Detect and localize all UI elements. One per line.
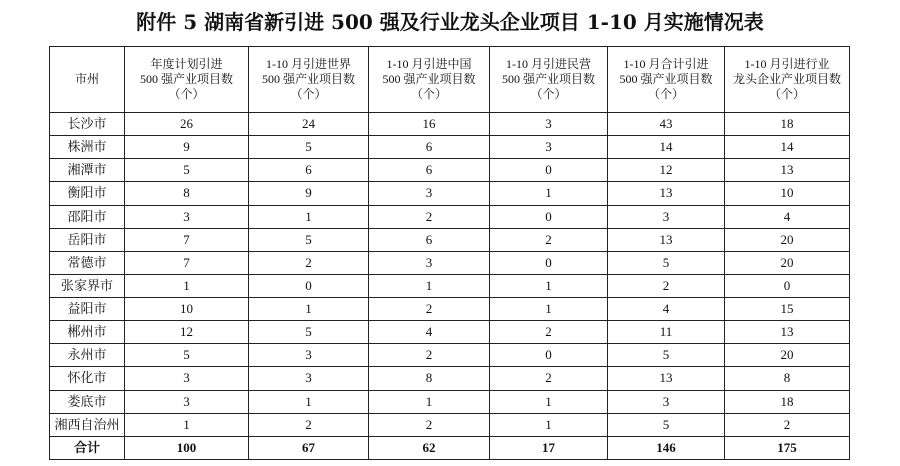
data-table <box>49 46 850 460</box>
value-cell: 62 <box>369 436 490 459</box>
value-cell: 7 <box>125 251 249 274</box>
header-line: （个） <box>768 87 805 101</box>
city-cell: 怀化市 <box>50 367 125 390</box>
table-row <box>50 251 850 274</box>
city-cell: 娄底市 <box>50 390 125 413</box>
value-cell: 13 <box>725 159 850 182</box>
value-cell: 2 <box>249 413 369 436</box>
value-cell: 13 <box>608 228 725 251</box>
header-cell <box>249 47 369 113</box>
value-cell: 12 <box>125 321 249 344</box>
value-cell: 5 <box>608 413 725 436</box>
value-cell: 6 <box>369 159 490 182</box>
value-cell: 6 <box>369 228 490 251</box>
value-cell: 5 <box>125 344 249 367</box>
city-cell: 合计 <box>50 436 125 459</box>
header-line: 1-10 月引进世界 <box>266 57 351 71</box>
table-row <box>50 159 850 182</box>
value-cell: 6 <box>369 136 490 159</box>
value-cell: 13 <box>608 182 725 205</box>
value-cell: 2 <box>369 344 490 367</box>
value-cell: 3 <box>608 205 725 228</box>
city-cell: 湘西自治州 <box>50 413 125 436</box>
table-row <box>50 136 850 159</box>
table-row <box>50 321 850 344</box>
header-line: （个） <box>530 87 567 101</box>
header-line: 年度计划引进 <box>150 57 223 71</box>
value-cell: 1 <box>249 205 369 228</box>
value-cell: 6 <box>249 159 369 182</box>
value-cell: 100 <box>125 436 249 459</box>
value-cell: 2 <box>369 413 490 436</box>
table-row <box>50 390 850 413</box>
header-line: （个） <box>410 87 447 101</box>
header-cell <box>725 47 850 113</box>
table-row <box>50 413 850 436</box>
value-cell: 3 <box>125 390 249 413</box>
value-cell: 1 <box>490 274 608 297</box>
header-line: 500 强产业项目数 <box>501 72 595 86</box>
header-cell <box>369 47 490 113</box>
value-cell: 3 <box>490 136 608 159</box>
header-line: （个） <box>168 87 205 101</box>
value-cell: 5 <box>249 321 369 344</box>
value-cell: 1 <box>490 413 608 436</box>
value-cell: 4 <box>608 298 725 321</box>
value-cell: 20 <box>725 228 850 251</box>
table-row <box>50 113 850 136</box>
header-line: 500 强产业项目数 <box>619 72 713 86</box>
table-row <box>50 274 850 297</box>
value-cell: 2 <box>490 321 608 344</box>
value-cell: 5 <box>608 251 725 274</box>
value-cell: 67 <box>249 436 369 459</box>
header-line: 500 强产业项目数 <box>139 72 233 86</box>
value-cell: 0 <box>249 274 369 297</box>
value-cell: 18 <box>725 113 850 136</box>
value-cell: 8 <box>125 182 249 205</box>
city-cell: 湘潭市 <box>50 159 125 182</box>
value-cell: 175 <box>725 436 850 459</box>
value-cell: 43 <box>608 113 725 136</box>
city-cell: 衡阳市 <box>50 182 125 205</box>
value-cell: 13 <box>725 321 850 344</box>
city-cell: 株洲市 <box>50 136 125 159</box>
value-cell: 26 <box>125 113 249 136</box>
value-cell: 5 <box>249 228 369 251</box>
document-title: 附件 5 湖南省新引进 500 强及行业龙头企业项目 1-10 月实施情况表 <box>136 10 764 34</box>
value-cell: 16 <box>369 113 490 136</box>
value-cell: 1 <box>490 298 608 321</box>
value-cell: 2 <box>490 367 608 390</box>
value-cell: 3 <box>608 390 725 413</box>
value-cell: 2 <box>369 298 490 321</box>
value-cell: 0 <box>490 159 608 182</box>
header-cell <box>50 47 125 113</box>
value-cell: 146 <box>608 436 725 459</box>
value-cell: 9 <box>125 136 249 159</box>
header-cell <box>490 47 608 113</box>
value-cell: 8 <box>725 367 850 390</box>
value-cell: 0 <box>725 274 850 297</box>
table-row <box>50 344 850 367</box>
value-cell: 3 <box>490 113 608 136</box>
value-cell: 11 <box>608 321 725 344</box>
value-cell: 5 <box>249 136 369 159</box>
value-cell: 3 <box>249 367 369 390</box>
value-cell: 24 <box>249 113 369 136</box>
header-line: （个） <box>290 87 327 101</box>
value-cell: 3 <box>125 205 249 228</box>
value-cell: 20 <box>725 251 850 274</box>
value-cell: 1 <box>249 298 369 321</box>
value-cell: 14 <box>608 136 725 159</box>
value-cell: 1 <box>125 413 249 436</box>
header-line: 500 强产业项目数 <box>261 72 355 86</box>
header-line: 市州 <box>74 72 99 86</box>
value-cell: 2 <box>249 251 369 274</box>
value-cell: 3 <box>369 251 490 274</box>
city-cell: 郴州市 <box>50 321 125 344</box>
city-cell: 常德市 <box>50 251 125 274</box>
value-cell: 20 <box>725 344 850 367</box>
value-cell: 0 <box>490 344 608 367</box>
value-cell: 0 <box>490 251 608 274</box>
header-line: 1-10 月引进行业 <box>744 57 830 71</box>
header-cell <box>608 47 725 113</box>
header-cell <box>125 47 249 113</box>
value-cell: 12 <box>608 159 725 182</box>
value-cell: 14 <box>725 136 850 159</box>
value-cell: 8 <box>369 367 490 390</box>
value-cell: 13 <box>608 367 725 390</box>
table-row <box>50 228 850 251</box>
value-cell: 3 <box>249 344 369 367</box>
value-cell: 1 <box>369 274 490 297</box>
value-cell: 10 <box>725 182 850 205</box>
value-cell: 3 <box>125 367 249 390</box>
table-row <box>50 298 850 321</box>
header-line: 1-10 月引进民营 <box>506 57 591 71</box>
table-row <box>50 182 850 205</box>
value-cell: 1 <box>125 274 249 297</box>
value-cell: 1 <box>249 390 369 413</box>
header-line: 1-10 月引进中国 <box>386 57 472 71</box>
header-line: （个） <box>647 87 684 101</box>
value-cell: 3 <box>369 182 490 205</box>
value-cell: 0 <box>490 205 608 228</box>
city-cell: 永州市 <box>50 344 125 367</box>
table-row <box>50 205 850 228</box>
city-cell: 岳阳市 <box>50 228 125 251</box>
value-cell: 2 <box>608 274 725 297</box>
city-cell: 张家界市 <box>50 274 125 297</box>
value-cell: 9 <box>249 182 369 205</box>
value-cell: 2 <box>725 413 850 436</box>
total-row <box>50 436 850 459</box>
city-cell: 邵阳市 <box>50 205 125 228</box>
city-cell: 长沙市 <box>50 113 125 136</box>
header-row <box>50 47 850 113</box>
value-cell: 17 <box>490 436 608 459</box>
value-cell: 1 <box>490 182 608 205</box>
value-cell: 4 <box>725 205 850 228</box>
table-row <box>50 367 850 390</box>
value-cell: 7 <box>125 228 249 251</box>
value-cell: 2 <box>490 228 608 251</box>
value-cell: 18 <box>725 390 850 413</box>
value-cell: 4 <box>369 321 490 344</box>
value-cell: 5 <box>608 344 725 367</box>
value-cell: 5 <box>125 159 249 182</box>
city-cell: 益阳市 <box>50 298 125 321</box>
header-line: 1-10 月合计引进 <box>623 57 709 71</box>
value-cell: 1 <box>369 390 490 413</box>
header-line: 龙头企业产业项目数 <box>732 72 841 86</box>
header-line: 500 强产业项目数 <box>382 72 476 86</box>
value-cell: 1 <box>490 390 608 413</box>
value-cell: 15 <box>725 298 850 321</box>
value-cell: 10 <box>125 298 249 321</box>
value-cell: 2 <box>369 205 490 228</box>
